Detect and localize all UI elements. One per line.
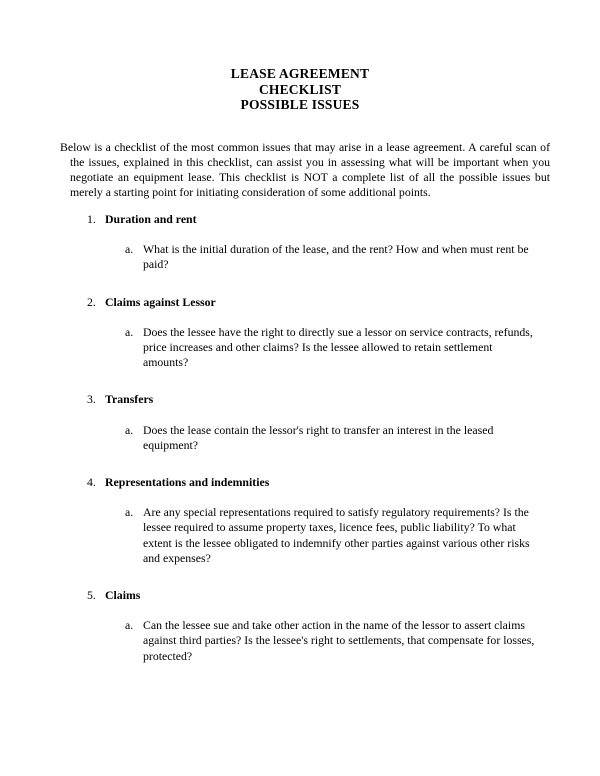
intro-paragraph: Below is a checklist of the most common issues that may arise in a lease agreement. A careful scan of the issues, explained in this checklist, can assist you in assessing what will be important when you negotiate an equipment lease. This checklist is NOT a complete list of all the possible issues but merely a starting point for initiating consideration of some additional points. — [60, 139, 550, 200]
checklist-subitem-letter: a. — [125, 422, 134, 437]
checklist-item-title: Transfers — [105, 392, 154, 407]
checklist-item — [0, 475, 600, 566]
checklist-item-title: Duration and rent — [105, 212, 197, 226]
checklist-subitem-text: Can the lessee sue and take other action in the name of the lessor to assert claims against third parties? Is the lessee's right to settlements, that compensate for losses, protected? — [143, 618, 535, 663]
document-title-block — [0, 66, 600, 113]
checklist-subitem — [0, 325, 600, 371]
checklist-item — [0, 212, 600, 273]
checklist-item-number: 1. — [87, 212, 96, 226]
checklist-item — [0, 392, 600, 453]
checklist-item — [0, 295, 600, 371]
checklist-item-title: Claims — [105, 588, 141, 603]
checklist-subitem-text: What is the initial duration of the lease, and the rent? How and when must rent be paid? — [143, 242, 529, 272]
checklist-item-title: Representations and indemnities — [105, 475, 270, 490]
checklist-subitem-text: Does the lessee have the right to directly sue a lessor on service contracts, refunds, price increases and other claims? Is the lessee allowed to retain settlement amounts? — [143, 324, 533, 370]
title-line-2: CHECKLIST — [258, 81, 342, 97]
checklist-item-number: 5. — [87, 588, 96, 603]
checklist-subitem — [0, 423, 600, 453]
checklist-subitem — [0, 242, 600, 272]
checklist-item-number: 2. — [87, 294, 96, 309]
checklist-items — [0, 212, 600, 664]
checklist-subitem — [0, 618, 600, 664]
checklist-subitem-letter: a. — [125, 242, 134, 257]
checklist-subitem-letter: a. — [125, 324, 134, 339]
checklist-item-heading — [0, 392, 600, 407]
checklist-subitem-text: Are any special representations required to satisfy regulatory requirements? Is the lessee required to assume property taxes, licence fees, public liability? To what extent is the lessee obligated to indemnify other parties against various other risks and expenses? — [143, 505, 530, 565]
title-line-3: POSSIBLE ISSUES — [240, 97, 360, 112]
checklist-item-number: 4. — [87, 475, 96, 490]
checklist-item-number: 3. — [87, 392, 96, 407]
checklist-item — [0, 588, 600, 664]
checklist-item-heading — [0, 295, 600, 310]
checklist-subitem-text: Does the lease contain the lessor's right to transfer an interest in the leased equipment? — [143, 422, 494, 452]
checklist-item-heading — [0, 212, 600, 227]
checklist-item-heading — [0, 475, 600, 490]
checklist-subitem-letter: a. — [125, 618, 134, 633]
title-line-1: LEASE AGREEMENT — [230, 66, 370, 81]
checklist-item-title: Claims against Lessor — [105, 294, 216, 309]
checklist-subitem — [0, 505, 600, 566]
checklist-item-heading — [0, 588, 600, 603]
checklist-subitem-letter: a. — [125, 505, 134, 520]
